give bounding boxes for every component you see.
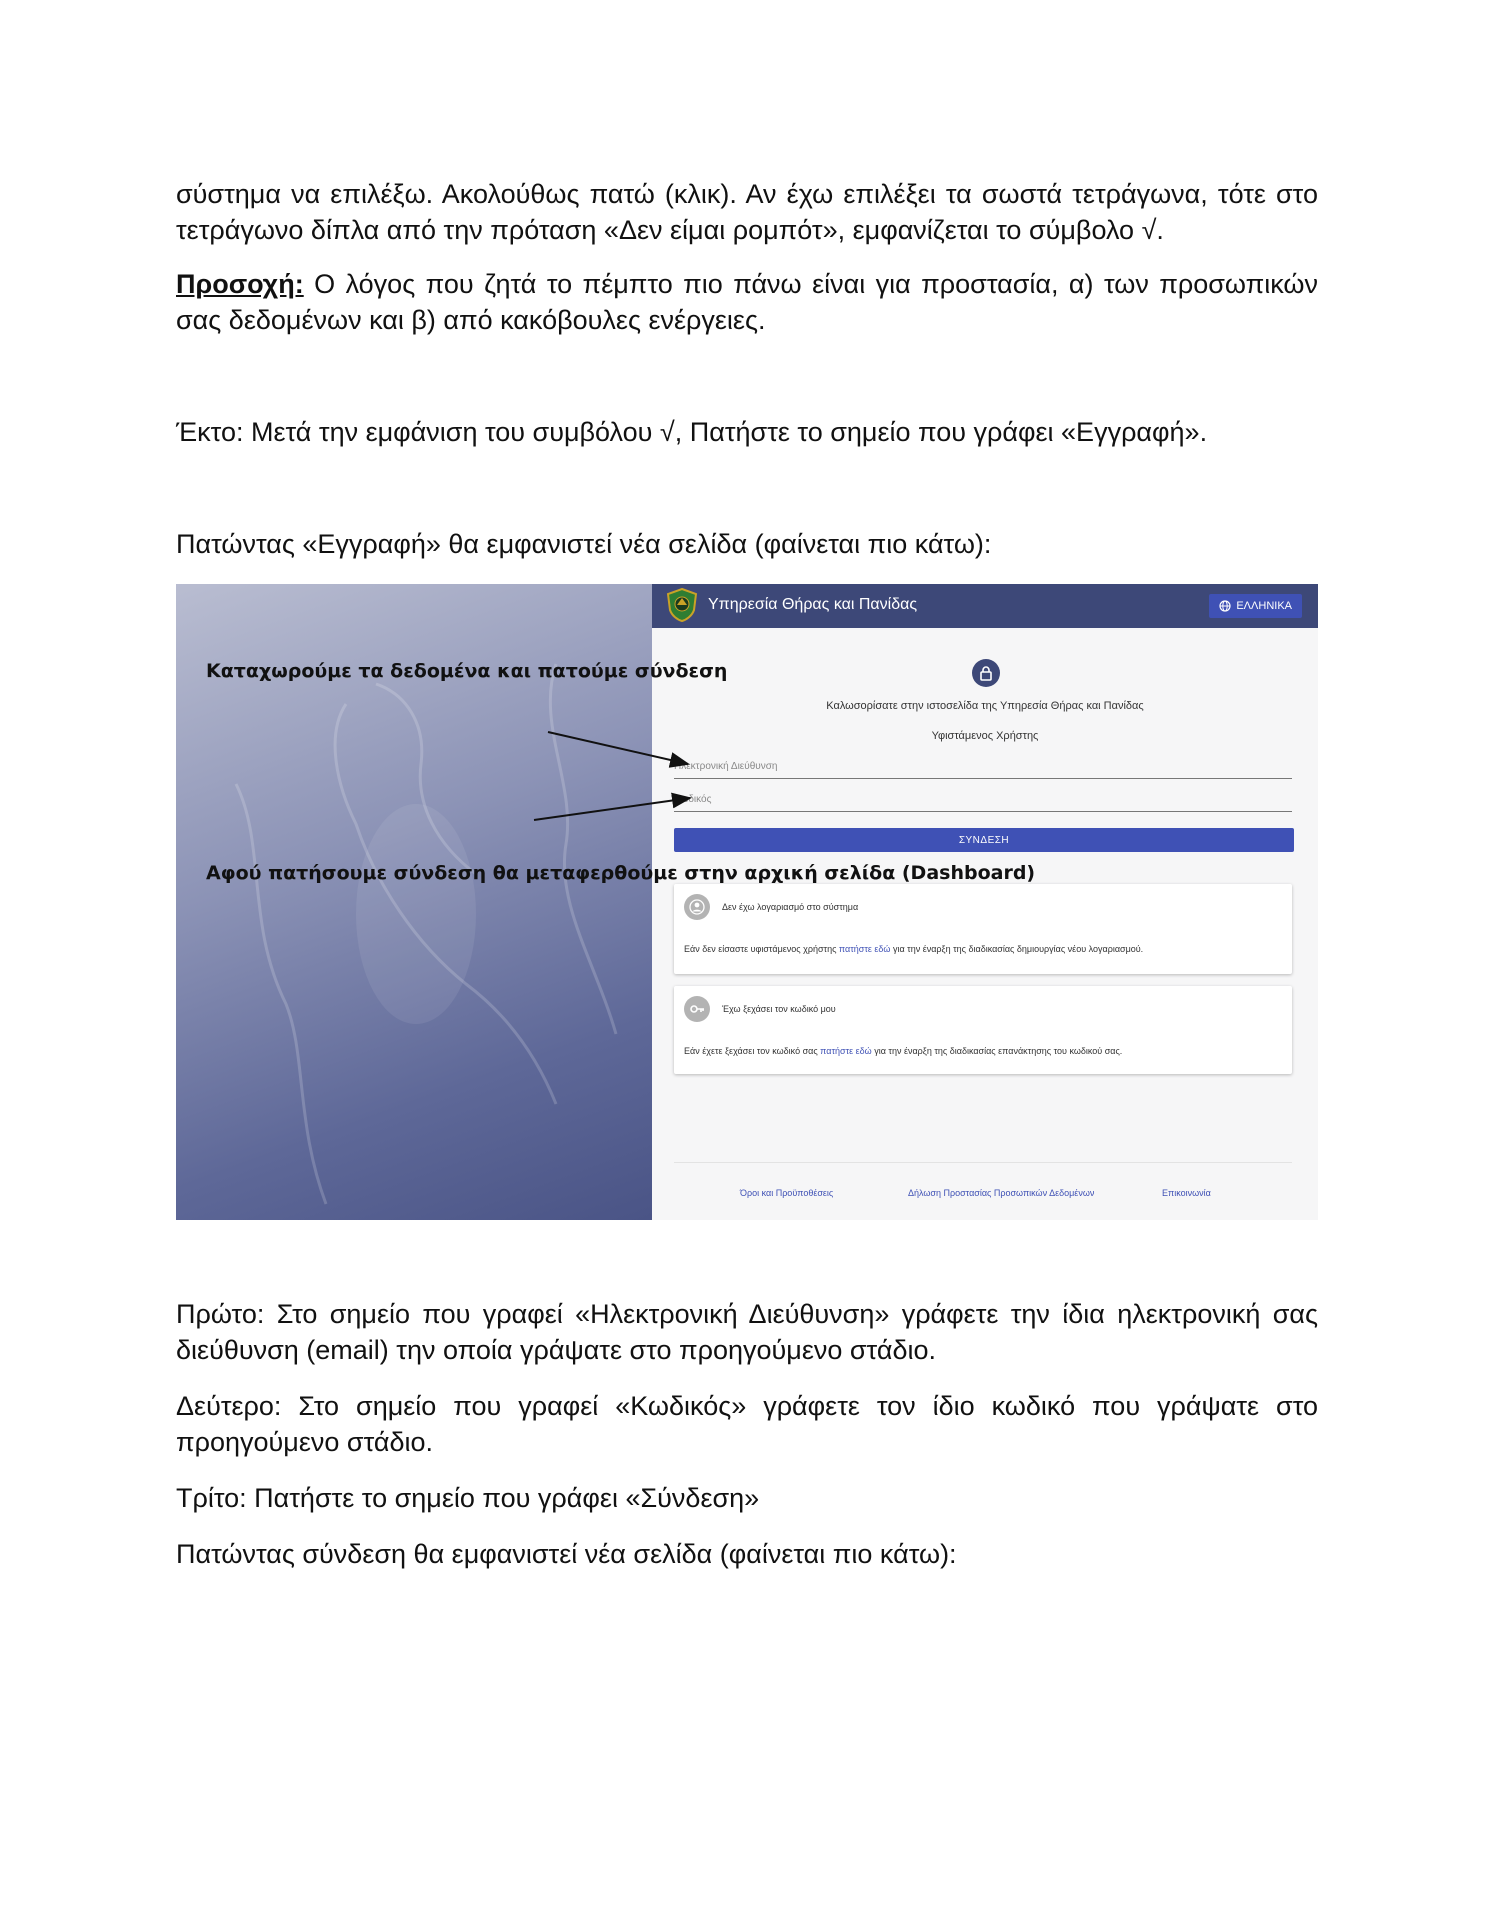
app-title: Υπηρεσία Θήρας και Πανίδας (708, 596, 918, 613)
welcome-text: Καλωσορίσατε στην ιστοσελίδα της Υπηρεσία Θήρας και Πανίδας (826, 700, 1144, 712)
no-account-text-before: Εάν δεν είσαστε υφιστάμενος χρήστης (684, 944, 839, 954)
paragraph-step-six: Έκτο: Μετά την εμφάνιση του συμβόλου √, Πατήστε το σημείο που γράφει «Εγγραφή». (176, 417, 1208, 447)
attention-label: Προσοχή: (176, 269, 304, 299)
paragraph-login-intro: Πατώντας σύνδεση θα εμφανιστεί νέα σελίδα (φαίνεται πιο κάτω): (176, 1539, 957, 1569)
annotation-dashboard: Αφού πατήσουμε σύνδεση θα μεταφερθούμε στην αρχική σελίδα (Dashboard) (206, 862, 1036, 884)
forgot-text-after: για την έναρξη της διαδικασίας επανάκτησης του κωδικού σας. (871, 1046, 1123, 1056)
arrow-to-email (548, 732, 688, 764)
contact-link[interactable]: Επικοινωνία (1162, 1188, 1211, 1198)
forgot-password-title: Έχω ξεχάσει τον κωδικό μου (722, 1004, 836, 1014)
paragraph-register-intro: Πατώντας «Εγγραφή» θα εμφανιστεί νέα σελίδα (φαίνεται πιο κάτω): (176, 529, 992, 559)
annotation-enter-data: Καταχωρούμε τα δεδομένα και πατούμε σύνδεση (206, 660, 728, 682)
paragraph-captcha-instructions: σύστημα να επιλέξω. Ακολούθως πατώ (κλικ). Αν έχω επιλέξει τα σωστά τετράγωνα, τότε στο τετράγωνο δίπλα από την πρόταση «Δεν είμαι ρομπότ», εμφανίζεται το σύμβολο √. (176, 179, 1318, 245)
arrow-to-password (534, 798, 690, 820)
attention-text: Ο λόγος που ζητά το πέμπτο πιο πάνω είναι για προστασία, α) των προσωπικών σας δεδομένων και β) από κακόβουλες ενέργειες. (176, 269, 1318, 335)
login-button[interactable]: ΣΥΝΔΕΣΗ (674, 828, 1294, 852)
forgot-text-before: Εάν έχετε ξεχάσει τον κωδικό σας (684, 1046, 821, 1056)
reset-password-link[interactable]: πατήστε εδώ (820, 1046, 872, 1056)
login-screenshot (176, 584, 1318, 1220)
no-account-title: Δεν έχω λογαριασμό στο σύστημα (722, 902, 859, 912)
no-account-text-after: για την έναρξη της διαδικασίας δημιουργίας νέου λογαριασμού. (890, 944, 1144, 954)
paragraph-step-two: Δεύτερο: Στο σημείο που γραφεί «Κωδικός» γράφετε τον ίδιο κωδικό που γράψατε στο προηγούμενο στάδιο. (176, 1391, 1318, 1457)
language-label: ΕΛΛΗΝΙΚΑ (1236, 600, 1292, 612)
paragraph-step-three: Τρίτο: Πατήστε το σημείο που γράφει «Σύνδεση» (176, 1483, 760, 1513)
paragraph-step-one: Πρώτο: Στο σημείο που γραφεί «Ηλεκτρονική Διεύθυνση» γράφετε την ίδια ηλεκτρονική σας διεύθυνση (email) την οποία γράψατε στο προηγούμενο στάδιο. (176, 1299, 1318, 1365)
privacy-link[interactable]: Δήλωση Προστασίας Προσωπικών Δεδομένων (908, 1188, 1095, 1198)
terms-link[interactable]: Όροι και Προϋποθέσεις (740, 1188, 834, 1198)
register-link[interactable]: πατήστε εδώ (838, 944, 891, 954)
existing-user-title: Υφιστάμενος Χρήστης (931, 730, 1039, 742)
paragraph-attention (176, 266, 1318, 338)
